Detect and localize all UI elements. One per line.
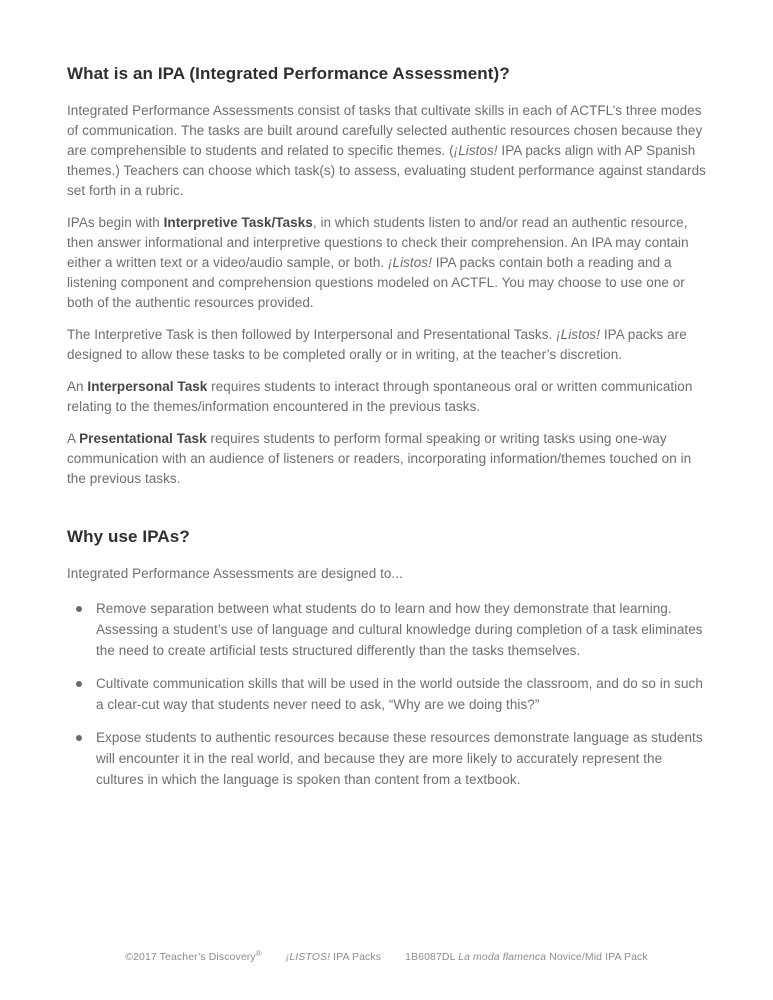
page-footer [0,950,773,964]
list-item-text: Remove separation between what students do to learn and how they demonstrate that learning. Assessing a student’s use of language and cultural knowledge during completion of a task eliminates the need to create artificial tests structured differently than the tasks themselves. [96,601,703,658]
list-item-text: Cultivate communication skills that will be used in the world outside the classroom, and do so in such a clear-cut way that students never need to ask, “Why are we doing this?” [96,676,703,712]
paragraph-presentational-task: A Presentational Task requires students to perform formal speaking or writing tasks using one-way communication with an audience of listeners or readers, incorporating information/themes touched on in the previous tasks. [67,431,692,486]
document-content [67,64,708,802]
bullet-list [67,598,708,790]
paragraph-interpersonal-task: An Interpersonal Task requires students to interact through spontaneous oral or written communication relating to the themes/information encountered in the previous tasks. [67,379,693,414]
section-heading-why-use-ipas: Why use IPAs? [67,527,190,546]
paragraph-ipa-overview: Integrated Performance Assessments consist of tasks that cultivate skills in each of ACTFL’s three modes of communication. The tasks are built around carefully selected authentic resources chosen because they are comprehensible to students and related to specific themes. (¡Listos! IPA packs align with AP Spanish themes.) Teachers can choose which task(s) to assess, evaluating student performance against standards set forth in a rubric. [67,103,706,198]
paragraph-why-intro: Integrated Performance Assessments are designed to... [67,566,403,581]
section-what-is-ipa [67,64,708,489]
bullet-icon [76,606,82,612]
footer-item-code: 1B6087DL La moda flamenca Novice/Mid IPA Pack [405,951,648,963]
footer-copyright: ©2017 Teacher’s Discovery® [125,949,262,963]
list-item-cultivate-skills [67,673,708,715]
list-item-expose-authentic [67,727,708,790]
bullet-icon [76,735,82,741]
list-item-remove-separation [67,598,708,661]
section-heading-what-is-ipa: What is an IPA (Integrated Performance Assessment)? [67,64,510,83]
list-item-text: Expose students to authentic resources because these resources demonstrate language as students will encounter it in the real world, and because they are more likely to accurately represent the cultures in which the language is spoken than content from a textbook. [96,730,703,787]
bullet-icon [76,681,82,687]
paragraph-task-sequence: The Interpretive Task is then followed by Interpersonal and Presentational Tasks. ¡Listos! IPA packs are designed to allow these tasks to be completed orally or in writing, at the teacher’s discretion. [67,327,687,362]
paragraph-interpretive-task: IPAs begin with Interpretive Task/Tasks, in which students listen to and/or read an authentic resource, then answer informational and interpretive questions to check their comprehension. An IPA may contain either a written text or a video/audio sample, or both. ¡Listos! IPA packs contain both a reading and a listening component and comprehension questions modeled on ACTFL. You may choose to use one or both of the authentic resources provided. [67,215,689,310]
footer-product-name: ¡LISTOS! IPA Packs [285,951,382,963]
section-why-use-ipas [67,527,708,790]
